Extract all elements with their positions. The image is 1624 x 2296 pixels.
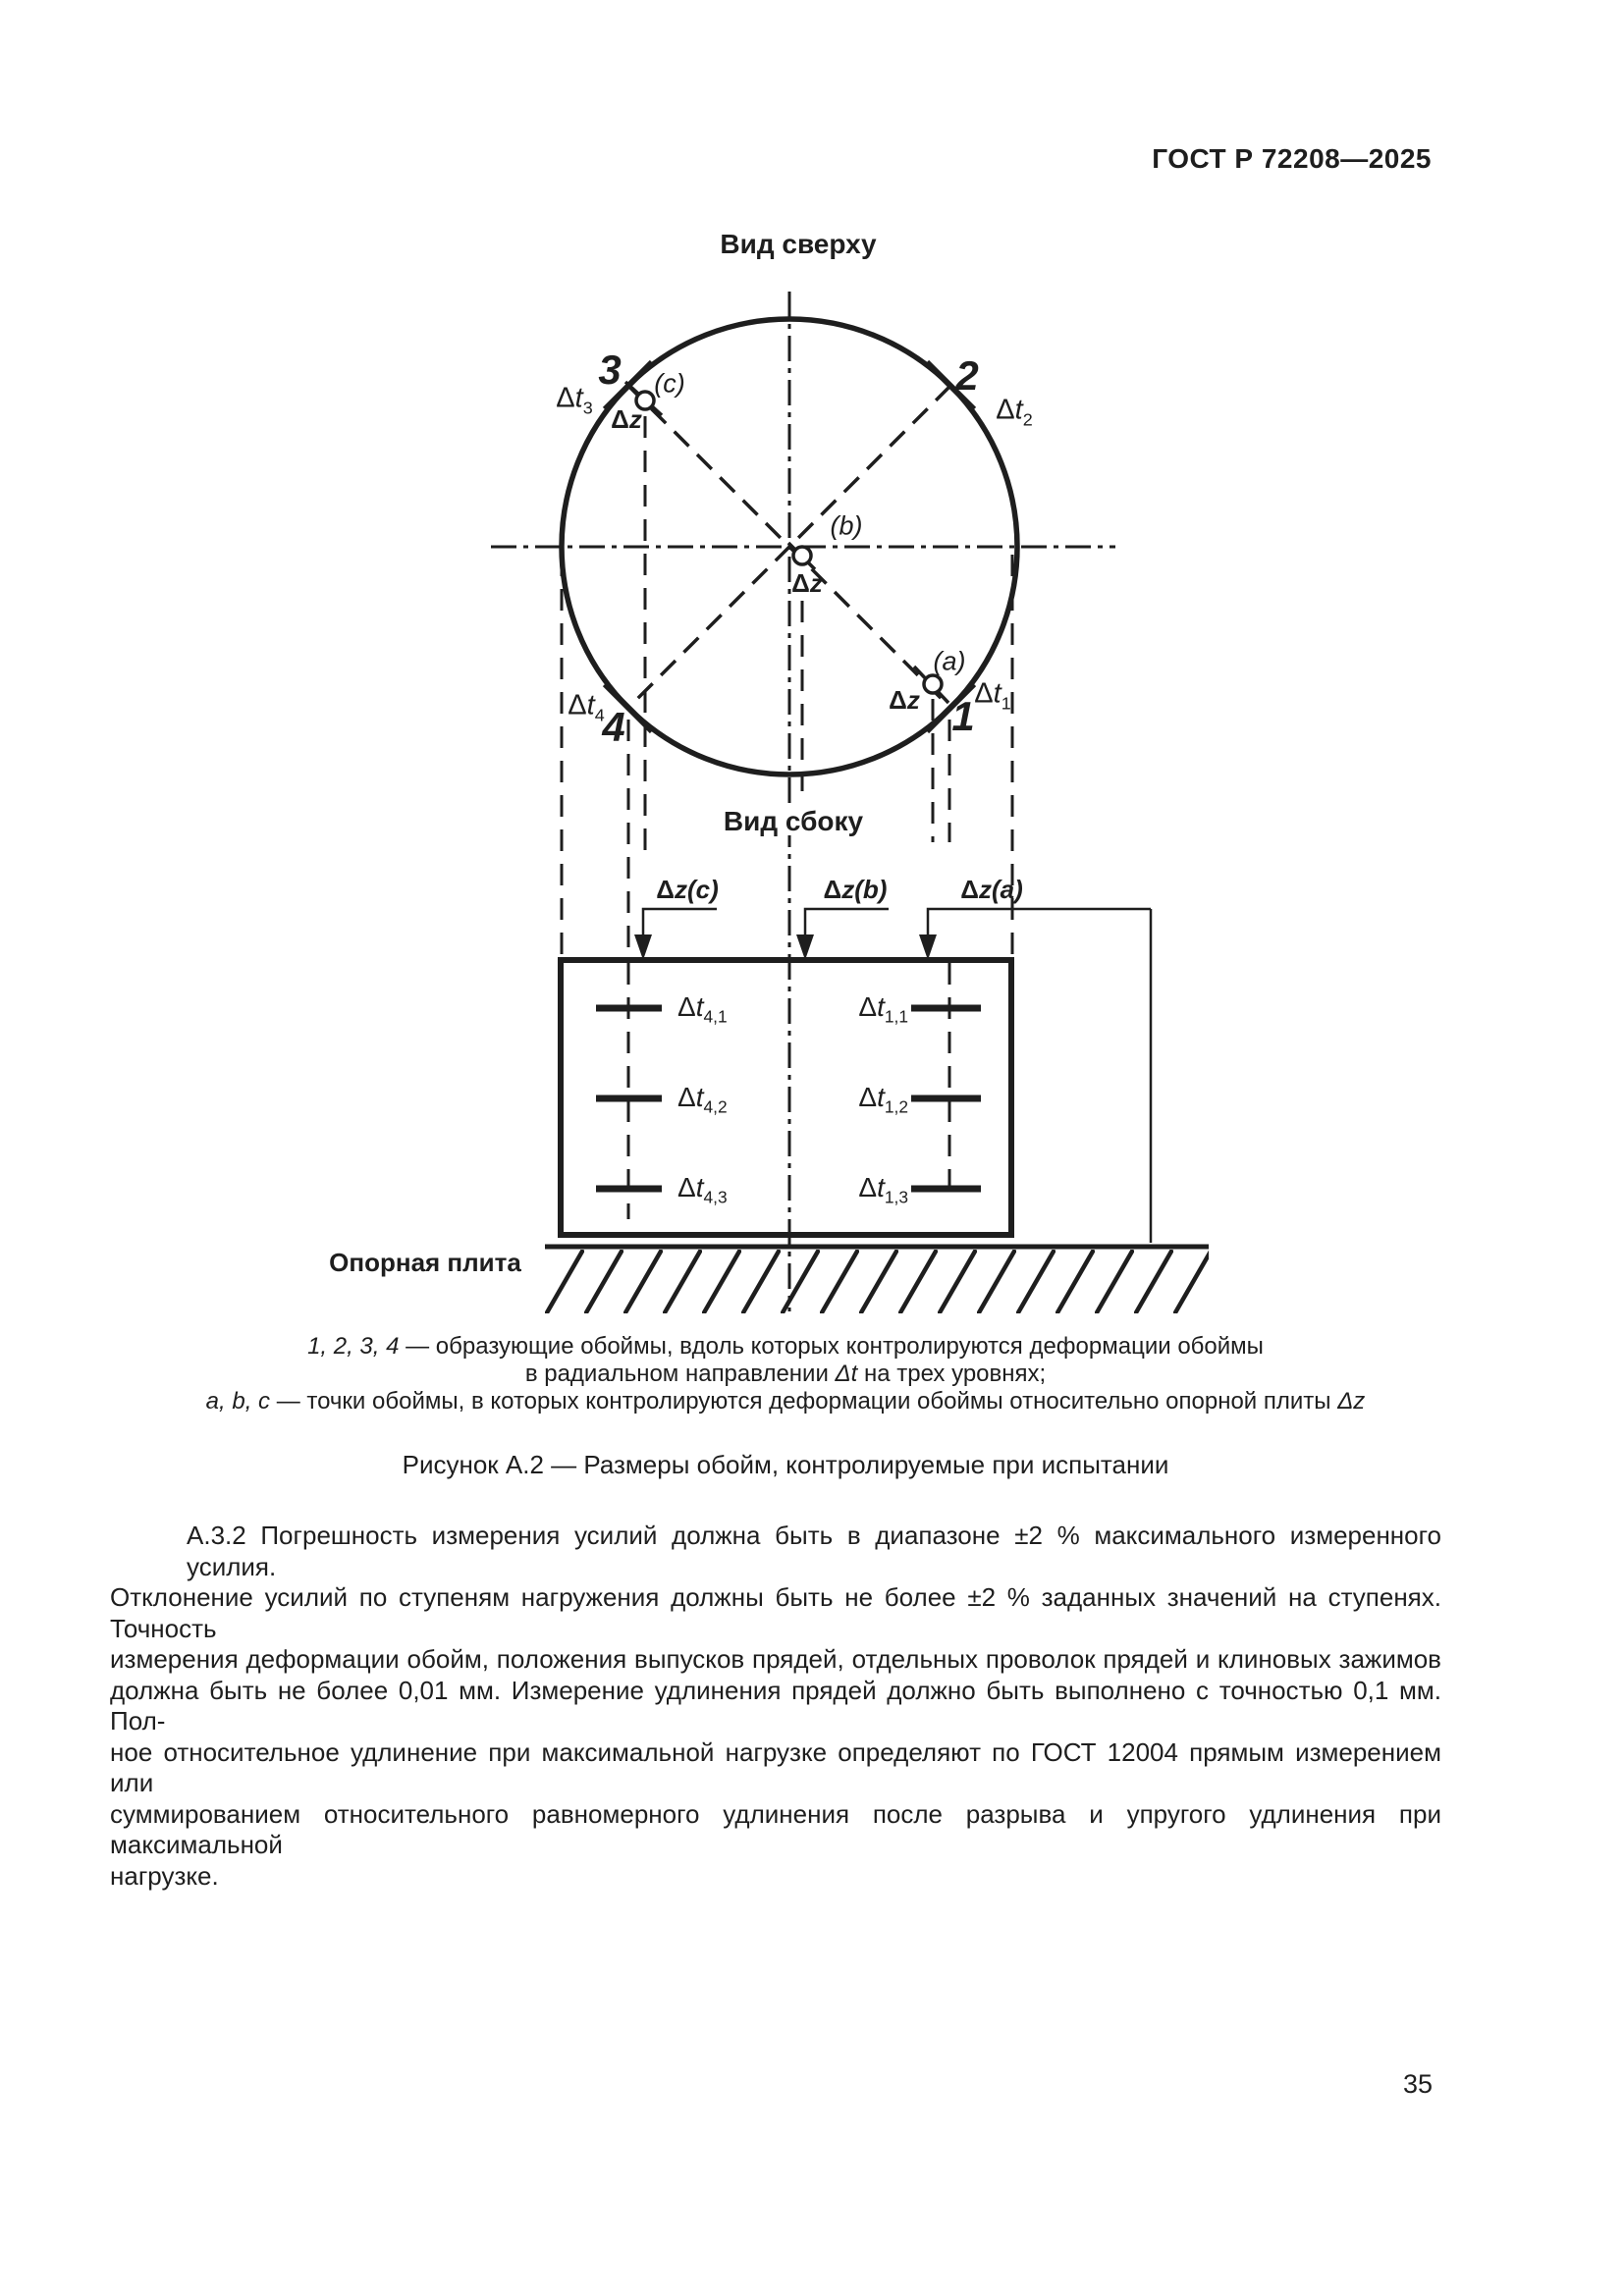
figure-notes (118, 1333, 1453, 1415)
paragraph-line: измерения деформации обойм, положения выпусков прядей, отдельных проволок прядей и клиновых зажимов (110, 1644, 1441, 1674)
figure-note-line: в радиальном направлении Δt на трех уровнях; (524, 1361, 1047, 1387)
side-view-title: Вид сбоку (716, 808, 871, 835)
dt4-label: $\Delta t_4$ (568, 689, 605, 725)
page-number: 35 (1403, 2069, 1434, 2099)
paragraph-line: А.3.2 Погрешность измерения усилий должна быть в диапазоне ±2 % максимального измеренного усилия. (187, 1521, 1441, 1581)
arrow-dz-a (919, 934, 937, 960)
arrow-dz-c (634, 934, 652, 960)
paragraph-a32 (110, 1521, 1441, 1892)
figure-note-line: 1, 2, 3, 4 — образующие обоймы, вдоль которых контролируются деформации обоймы (307, 1333, 1264, 1360)
dz-label-a: Δz (889, 685, 920, 715)
paragraph-line: нагрузке. (110, 1860, 219, 1891)
dz-ref-c: Δz(c) (656, 875, 719, 904)
dt12-label: $\Delta t_{1,2}$ (858, 1082, 908, 1117)
top-view-title: Вид сверху (720, 229, 877, 259)
point-c-label: (c) (654, 368, 685, 399)
paragraph-line: Отклонение усилий по ступеням нагружения должны быть не более ±2 % заданных значений на ступенях. Точность (110, 1582, 1441, 1643)
generatrix-1-label: 1 (951, 693, 975, 739)
dz-ref-a: Δz(a) (960, 875, 1023, 904)
base-plate-label: Опорная плита (329, 1248, 521, 1277)
dz-ref-b: Δz(b) (823, 875, 888, 904)
dz-label-c: Δz (611, 404, 642, 434)
dz-label-b: Δz (791, 568, 823, 598)
dt3-label: $\Delta t_3$ (556, 382, 593, 418)
page-header: ГОСТ Р 72208—2025 (1152, 143, 1432, 174)
paragraph-line: должна быть не более 0,01 мм. Измерение удлинения прядей должно быть выполнено с точностью 0,1 мм. Пол- (110, 1675, 1441, 1735)
point-a-marker (924, 675, 942, 693)
generatrix-2-label: 2 (955, 352, 979, 399)
ground-hatching (545, 1250, 1209, 1313)
dt13-label: $\Delta t_{1,3}$ (858, 1172, 908, 1207)
dt1-label: $\Delta t_1$ (974, 677, 1011, 714)
dt42-label: $\Delta t_{4,2}$ (677, 1082, 728, 1117)
generatrix-4-label: 4 (602, 704, 625, 750)
generatrix-3-label: 3 (598, 347, 622, 393)
point-a-label: (a) (933, 646, 966, 676)
dt11-label: $\Delta t_{1,1}$ (858, 991, 908, 1027)
paragraph-line: ное относительное удлинение при максимальной нагрузке определяют по ГОСТ 12004 прямым измерением или (110, 1736, 1441, 1797)
point-b-label: (b) (830, 510, 863, 541)
point-b-marker (793, 547, 811, 564)
arrow-dz-b (796, 934, 814, 960)
dt43-label: $\Delta t_{4,3}$ (677, 1172, 728, 1207)
leader-dz-c (643, 909, 717, 942)
leader-dz-b (805, 909, 889, 942)
dt2-label: $\Delta t_2$ (996, 394, 1033, 430)
leader-dz-a (928, 909, 1151, 942)
figure-caption: Рисунок А.2 — Размеры обойм, контролируемые при испытании (402, 1450, 1169, 1479)
figure-note-line: a, b, c — точки обоймы, в которых контролируются деформации обоймы относительно опорной плиты Δz (205, 1388, 1366, 1415)
paragraph-line: суммированием относительного равномерного удлинения после разрыва и упругого удлинения при максимальной (110, 1798, 1441, 1859)
dt41-label: $\Delta t_{4,1}$ (677, 991, 728, 1027)
